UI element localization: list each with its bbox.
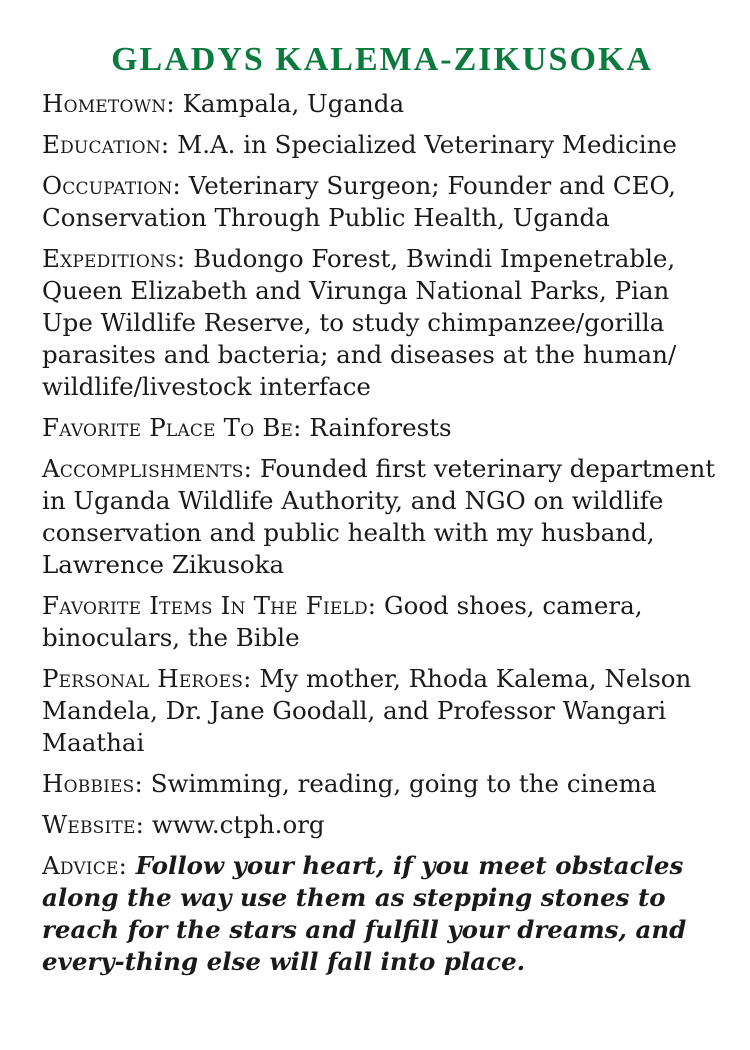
hometown-value: Kampala, Uganda [174,89,405,118]
advice-value: Follow your heart, if you meet obstacles along the way use them as stepping stones to reach for the stars and fulfill your dreams, and every-thing else will fall into place. [42,851,687,976]
accomplishments-label: Accomplishments: [42,454,253,483]
education-value: M.A. in Specialized Veterinary Medicine [169,130,677,159]
hobbies-entry [42,768,722,800]
favorite-place-label: Favorite Place To Be: [42,413,302,442]
accomplishments-value: Founded first veterinary department in Uganda Wildlife Authority, and NGO on wildlife conservation and public health with my husband, Lawrence Zikusoka [42,454,716,579]
expeditions-value: Budongo Forest, Bwindi Impenetrable, Queen Elizabeth and Virunga National Parks, Pian Upe Wildlife Reserve, to study chimpanzee/gorilla parasites and bacteria; and diseases at the human/ wildlife/livestock interface [42,244,677,401]
hobbies-value: Swimming, reading, going to the cinema [142,769,657,798]
favorite-place-value: Rainforests [301,413,452,442]
occupation-entry [42,170,722,234]
hometown-label: Hometown: [42,89,175,118]
profile-card [42,38,722,987]
education-label: Education: [42,130,170,159]
website-entry [42,809,722,841]
website-value: www.ctph.org [144,810,325,839]
website-label: Website: [42,810,145,839]
accomplishments-entry [42,453,722,581]
hometown-entry [42,88,722,120]
favorite-place-entry [42,412,722,444]
advice-entry [42,850,722,978]
favorite-items-label: Favorite Items In The Field: [42,591,377,620]
personal-heroes-entry [42,663,722,759]
advice-label: Advice: [42,851,128,880]
occupation-label: Occupation: [42,171,181,200]
favorite-items-entry [42,590,722,654]
education-entry [42,129,722,161]
favorite-items-value: Good shoes, camera, binoculars, the Bible [42,591,643,652]
hobbies-label: Hobbies: [42,769,143,798]
personal-heroes-label: Personal Heroes: [42,664,252,693]
personal-heroes-value: My mother, Rhoda Kalema, Nelson Mandela, Dr. Jane Goodall, and Professor Wangari Maathai [42,664,692,757]
occupation-value: Veterinary Surgeon; Founder and CEO, Conservation Through Public Health, Uganda [42,171,676,232]
profile-title: GLADYS KALEMA-ZIKUSOKA [111,41,653,78]
expeditions-label: Expeditions: [42,244,186,273]
expeditions-entry [42,243,722,403]
